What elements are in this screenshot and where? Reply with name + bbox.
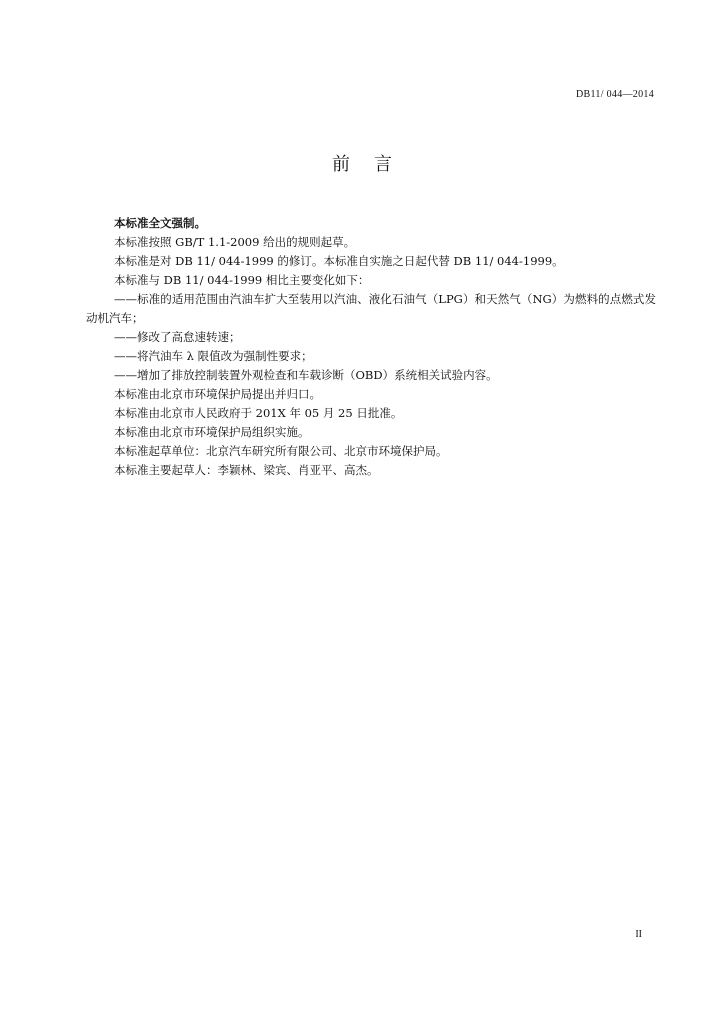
change-item-lambda-limit: ——将汽油车 λ 限值改为强制性要求；: [114, 349, 313, 363]
foreword-body: [86, 214, 656, 480]
paragraph-drafters: 本标准主要起草人：李颖林、梁宾、肖亚平、高杰。: [114, 463, 379, 477]
change-item-idle-speed: ——修改了高怠速转速；: [114, 330, 241, 344]
page-title: 前言: [332, 154, 416, 175]
paragraph-implementation: 本标准由北京市环境保护局组织实施。: [114, 425, 310, 439]
change-item-scope: ——标准的适用范围由汽油车扩大至装用以汽油、液化石油气（LPG）和天然气（NG）为燃料的点燃式发动机汽车；: [86, 292, 656, 325]
page-number: II: [635, 929, 642, 940]
paragraph-drafting-rules: 本标准按照 GB/T 1.1-2009 给出的规则起草。: [114, 235, 356, 249]
paragraph-mandatory-statement: 本标准全文强制。: [114, 216, 206, 230]
paragraph-approval: 本标准由北京市人民政府于 201X 年 05 月 25 日批准。: [114, 406, 403, 420]
change-item-obd: ——增加了排放控制装置外观检查和车载诊断（OBD）系统相关试验内容。: [114, 368, 498, 382]
paragraph-changes-intro: 本标准与 DB 11/ 044-1999 相比主要变化如下：: [114, 273, 370, 287]
paragraph-proposer: 本标准由北京市环境保护局提出并归口。: [114, 387, 321, 401]
standard-code-header: DB11/ 044—2014: [576, 89, 654, 100]
paragraph-revision-note: 本标准是对 DB 11/ 044-1999 的修订。本标准自实施之日起代替 DB 11/ 044-1999。: [114, 254, 564, 268]
paragraph-drafting-units: 本标准起草单位：北京汽车研究所有限公司、北京市环境保护局。: [114, 444, 448, 458]
